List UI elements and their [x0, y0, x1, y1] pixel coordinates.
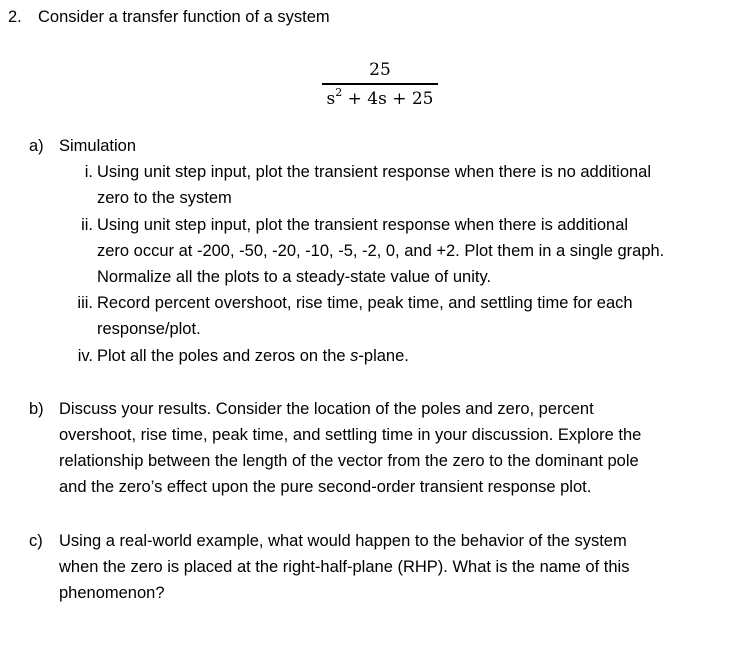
part-a-item-ii-line-2: zero occur at -200, -50, -20, -10, -5, -2, 0, and +2. Plot them in a single graph.: [97, 242, 665, 260]
part-b-line-2: overshoot, rise time, peak time, and settling time in your discussion. Explore the: [59, 426, 642, 444]
part-a-item-iii: [70, 290, 633, 316]
part-a-item-iii-line-2: response/plot.: [97, 320, 201, 338]
part-c-line-3: phenomenon?: [59, 584, 165, 602]
part-a-item-i-line-2: zero to the system: [97, 189, 232, 207]
question-heading: [8, 4, 330, 30]
item-line-italic: s: [350, 347, 359, 365]
part-a-item-ii: [70, 212, 628, 238]
tf-denominator: [322, 87, 438, 111]
part-b: [29, 396, 594, 422]
fraction-bar: [322, 83, 438, 85]
part-c-marker: c): [29, 532, 43, 550]
part-a-item-iv: [70, 343, 409, 369]
item-line-post: -plane.: [358, 347, 409, 365]
tf-denominator-exponent: 2: [335, 85, 343, 99]
part-b-line-1: Discuss your results. Consider the location of the poles and zero, percent: [59, 400, 594, 418]
tf-numerator: 25: [369, 60, 391, 80]
part-b-line-3: relationship between the length of the vector from the zero to the dominant pole: [59, 452, 639, 470]
part-c: [29, 528, 627, 554]
part-a-item-ii-line-3: Normalize all the plots to a steady-state value of unity.: [97, 268, 492, 286]
part-a-item-i: [70, 159, 651, 185]
tf-denominator-var: s: [326, 88, 336, 109]
item-line: Using unit step input, plot the transient response when there is no additional: [97, 163, 652, 181]
transfer-function: [322, 58, 438, 111]
tf-denominator-rest: + 4s + 25: [342, 88, 434, 109]
part-a-title: Simulation: [59, 137, 137, 155]
part-a-heading: [29, 133, 136, 159]
item-line: Record percent overshoot, rise time, peak time, and settling time for each: [97, 294, 633, 312]
item-marker: ii.: [81, 216, 93, 234]
question-text: Consider a transfer function of a system: [38, 8, 330, 26]
item-marker: iv.: [77, 347, 93, 365]
part-b-marker: b): [29, 400, 44, 418]
part-b-line-4: and the zero’s effect upon the pure second-order transient response plot.: [59, 478, 592, 496]
item-marker: i.: [84, 163, 93, 181]
question-number: 2.: [8, 8, 22, 26]
item-line-pre: Plot all the poles and zeros on the: [97, 347, 351, 365]
item-line: Using unit step input, plot the transient response when there is additional: [97, 216, 629, 234]
part-c-line-2: when the zero is placed at the right-half-plane (RHP). What is the name of this: [59, 558, 630, 576]
part-a-marker: a): [29, 137, 44, 155]
item-marker: iii.: [77, 294, 93, 312]
part-c-line-1: Using a real-world example, what would happen to the behavior of the system: [59, 532, 627, 550]
